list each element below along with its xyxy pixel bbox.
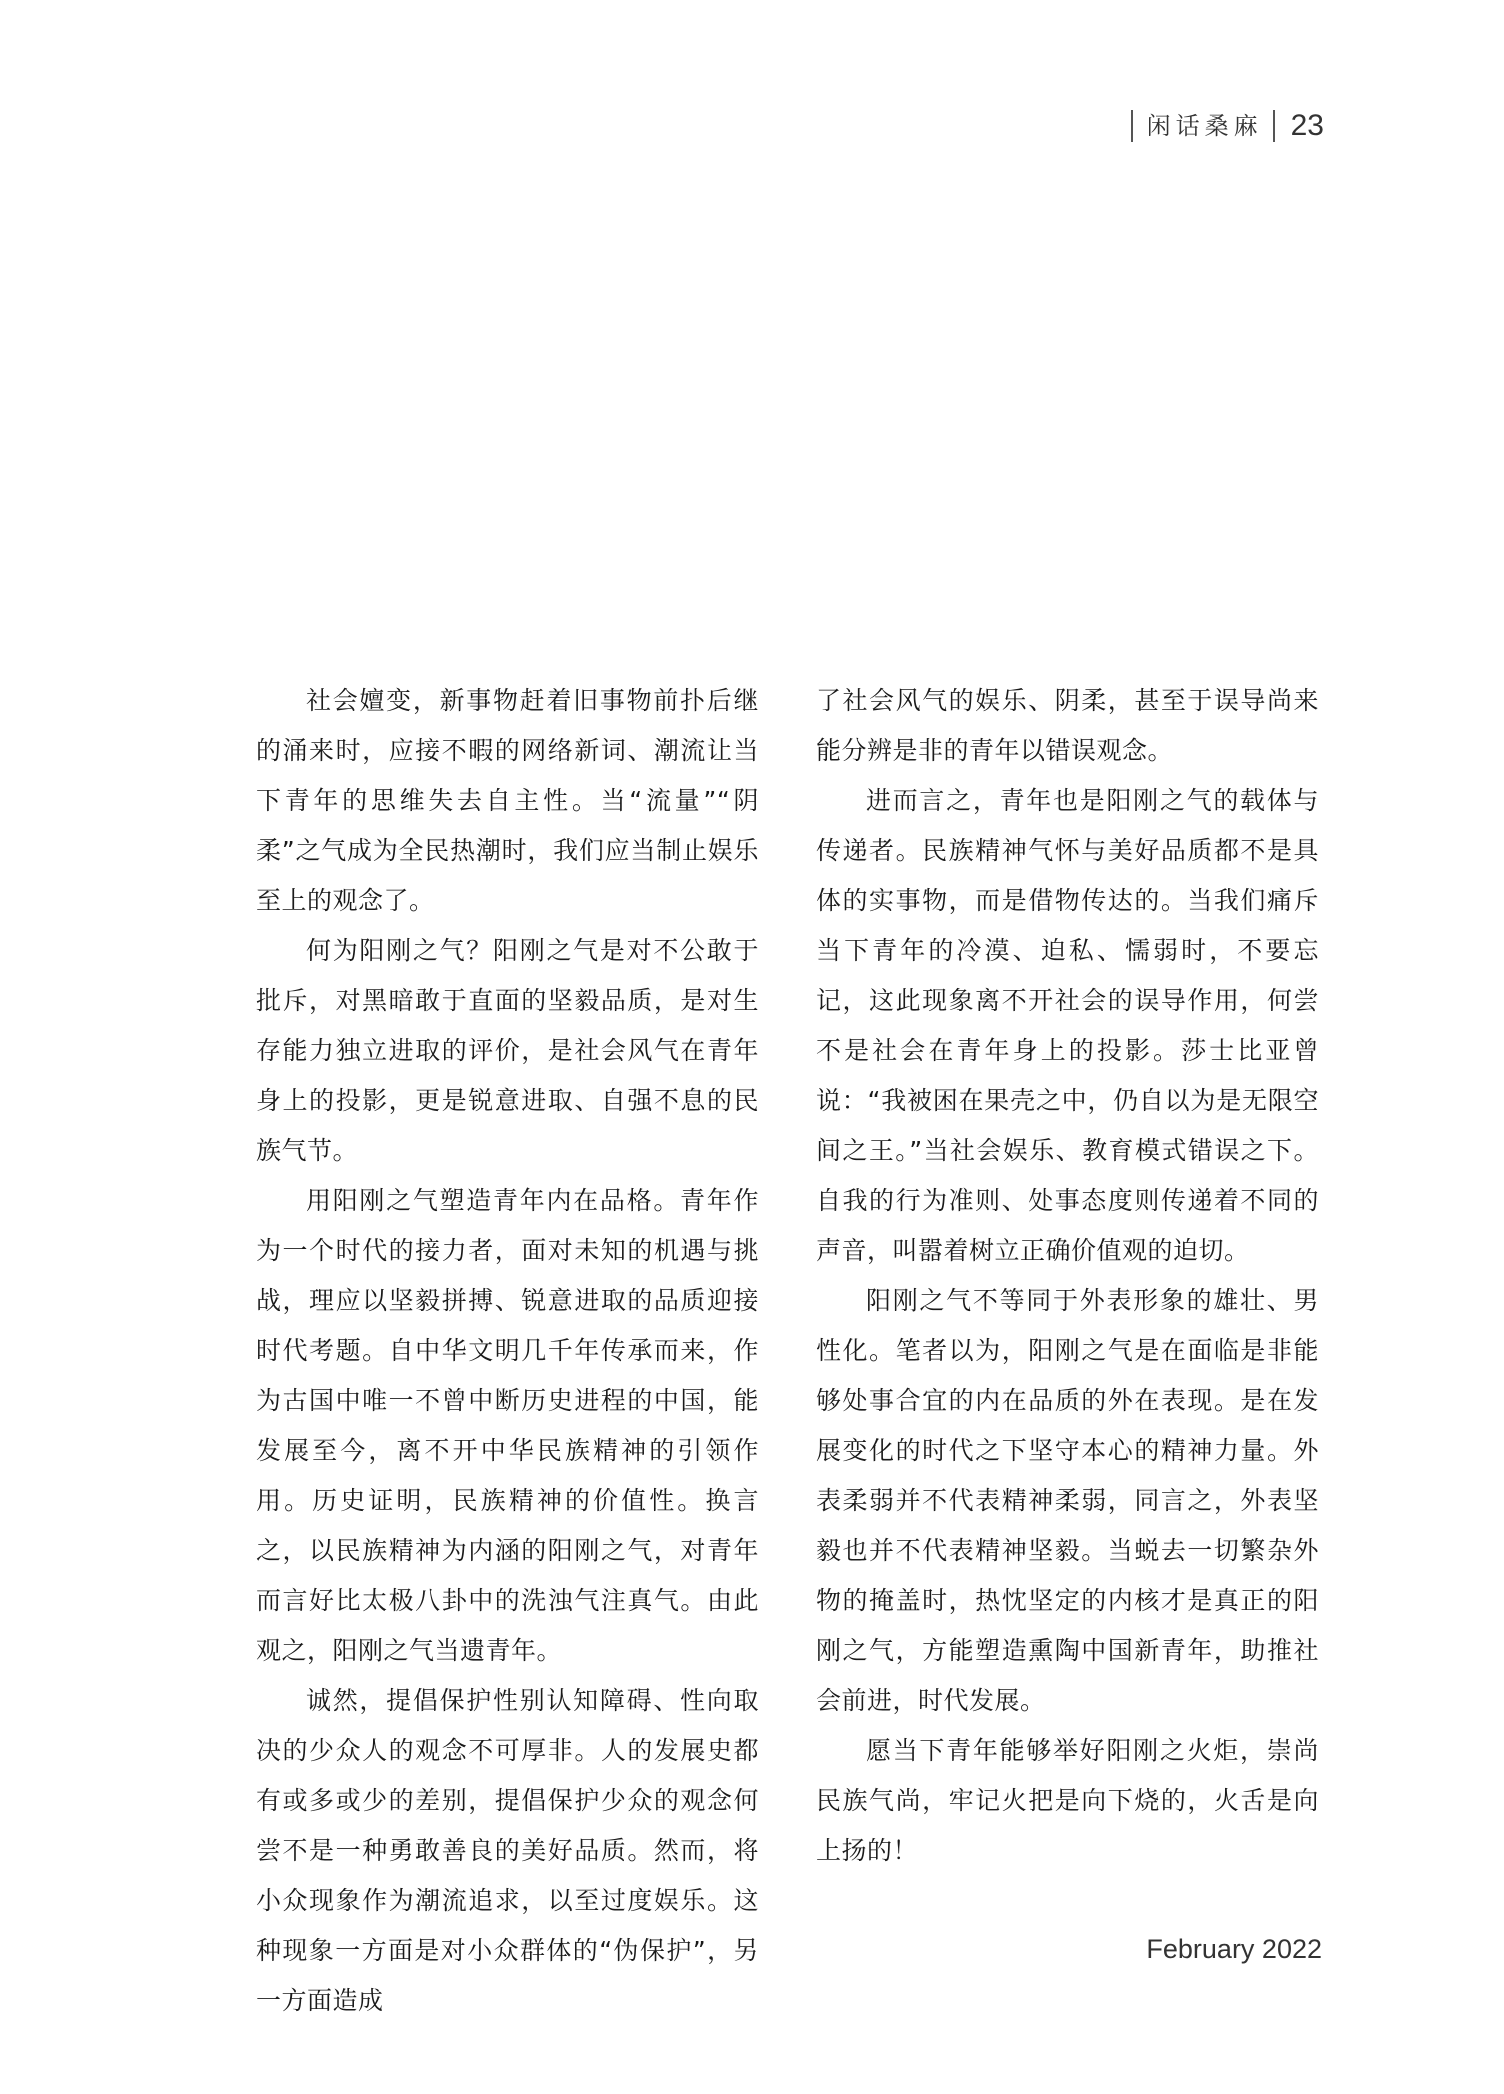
paragraph: 用阳刚之气塑造青年内在品格。青年作为一个时代的接力者，面对未知的机遇与挑战，理应以坚毅拼搏、锐意进取的品质迎接时代考题。自中华文明几千年传承而来，作为古国中唯一不曾中断历史进程的中国，能发展至今，离不开中华民族精神的引领作用。历史证明，民族精神的价值性。换言之，以民族精神为内涵的阳刚之气，对青年而言好比太极八卦中的洗浊气注真气。由此观之，阳刚之气当遗青年。 bbox=[256, 1186, 759, 1665]
paragraph: 社会嬗变，新事物赶着旧事物前扑后继的涌来时，应接不暇的网络新词、潮流让当下青年的思维失去自主性。当“流量”“阴柔”之气成为全民热潮时，我们应当制止娱乐至上的观念了。 bbox=[256, 686, 759, 915]
running-header bbox=[1131, 110, 1324, 142]
paragraph: 阳刚之气不等同于外表形象的雄壮、男性化。笔者以为，阳刚之气是在面临是非能够处事合宜的内在品质的外在表现。是在发展变化的时代之下坚守本心的精神力量。外表柔弱并不代表精神柔弱，同言之，外表坚毅也并不代表精神坚毅。当蜕去一切繁杂外物的掩盖时，热忱坚定的内核才是真正的阳刚之气，方能塑造熏陶中国新青年，助推社会前进，时代发展。 bbox=[816, 1286, 1319, 1715]
paragraph-continuation: 了社会风气的娱乐、阴柔，甚至于误导尚来能分辨是非的青年以错误观念。 bbox=[816, 686, 1319, 765]
article-column-left bbox=[256, 676, 759, 2026]
paragraph: 诚然，提倡保护性别认知障碍、性向取决的少众人的观念不可厚非。人的发展史都有或多或少的差别，提倡保护少众的观念何尝不是一种勇敢善良的美好品质。然而，将小众现象作为潮流追求，以至过度娱乐。这种现象一方面是对小众群体的“伪保护”，另一方面造成 bbox=[256, 1686, 759, 2015]
section-name: 闲话桑麻 bbox=[1131, 110, 1275, 142]
paragraph: 进而言之，青年也是阳刚之气的载体与传递者。民族精神气怀与美好品质都不是具体的实事物，而是借物传达的。当我们痛斥当下青年的冷漠、迫私、懦弱时，不要忘记，这此现象离不开社会的误导作用，何尝不是社会在青年身上的投影。莎士比亚曾说：“我被困在果壳之中，仍自以为是无限空间之王。”当社会娱乐、教育模式错误之下。自我的行为准则、处事态度则传递着不同的声音，叫嚣着树立正确价值观的迫切。 bbox=[816, 786, 1319, 1265]
issue-date: February 2022 bbox=[1146, 1934, 1322, 1964]
paragraph: 何为阳刚之气？阳刚之气是对不公敢于批斥，对黑暗敢于直面的坚毅品质，是对生存能力独立进取的评价，是社会风气在青年身上的投影，更是锐意进取、自强不息的民族气节。 bbox=[256, 936, 759, 1165]
paragraph: 愿当下青年能够举好阳刚之火炬，崇尚民族气尚，牢记火把是向下烧的，火舌是向上扬的！ bbox=[816, 1736, 1319, 1865]
page-number: 23 bbox=[1290, 109, 1324, 142]
article-column-right bbox=[816, 676, 1319, 1876]
